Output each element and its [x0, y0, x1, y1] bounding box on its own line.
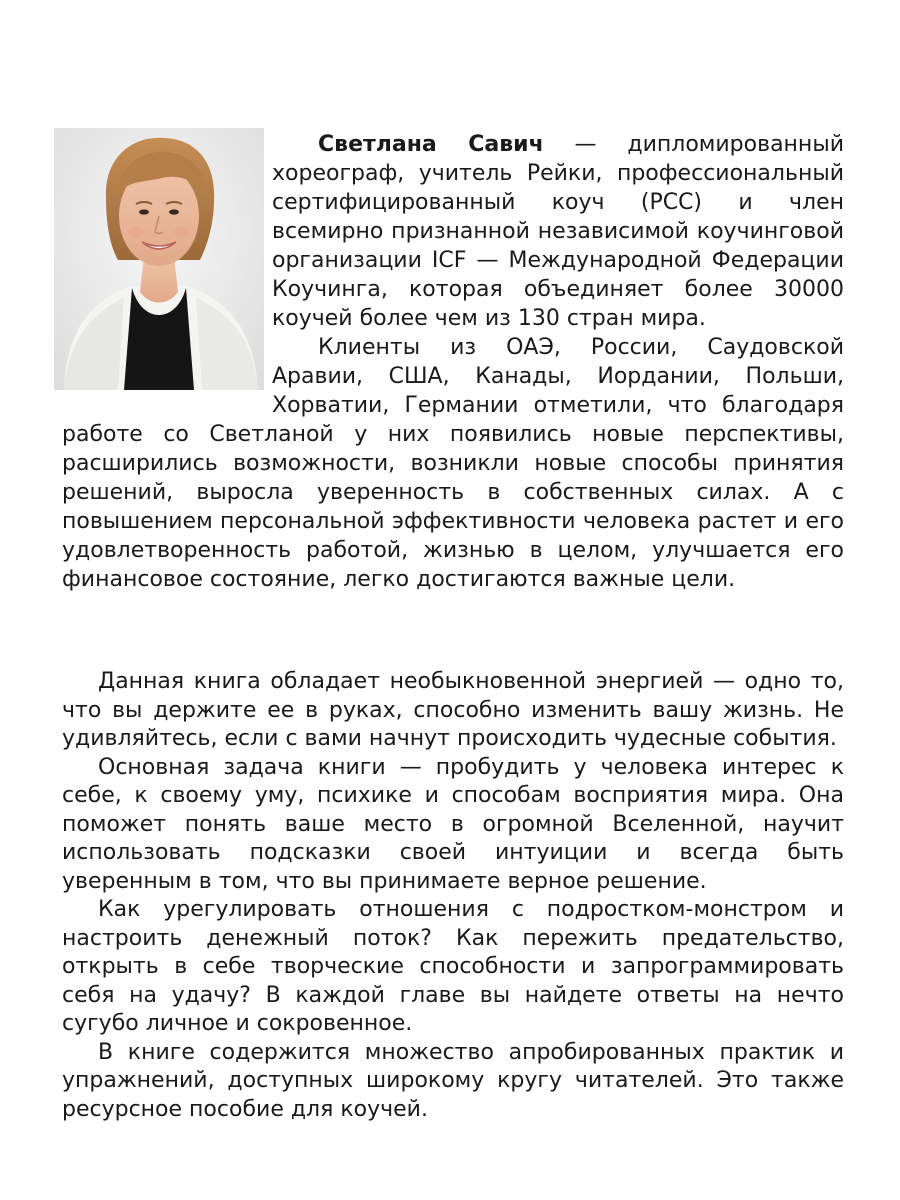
author-photo [54, 128, 264, 390]
book-description-section [62, 668, 844, 1124]
book-paragraph: Основная задача книги — пробудить у человека интерес к себе, к своему уму, психике и способам восприятия мира. Она поможет понять ваше место в огромной Вселенной, научит использовать подсказки своей интуиции и всегда быть уверенным в том, что вы принимаете верное решение. [62, 754, 844, 894]
book-paragraph: Данная книга обладает необыкновенной энергией — одно то, что вы держите ее в руках, способно изменить вашу жизнь. Не удивляйтесь, если с вами начнут происходить чудесные события. [62, 669, 844, 751]
section-spacer [62, 594, 844, 668]
book-paragraph: В книге содержится множество апробированных практик и упражнений, доступных широкому кругу читателей. Это также ресурсное пособие для коучей. [62, 1039, 844, 1122]
page [62, 130, 844, 1124]
author-bio-intro: — дипломированный хореограф, учитель Рейки, профессиональный сертифицированный коуч (PCC) и член всемирно признанной независимой коучинговой организации ICF — Международной Федерации Коучинга, которая объединяет более 30000 коучей более чем из 130 стран мира. [272, 132, 844, 331]
author-section [62, 130, 844, 594]
author-clients-paragraph: Клиенты из ОАЭ, России, Саудовской Аравии, США, Канады, Иордании, Польши, Хорватии, Германии отметили, что благодаря работе со Светланой у них появились новые перспективы, расширились возможности, возникли новые способы принятия решений, выросла уверенность в собственных силах. А с повышением персональной эффективности человека растет и его удовлетворенность работой, жизнью в целом, улучшается его финансовое состояние, легко достигаются важные цели. [62, 335, 844, 592]
author-portrait-illustration [54, 128, 264, 390]
author-name: Светлана Савич [318, 132, 544, 157]
book-paragraph: Как урегулировать отношения с подростком-монстром и настроить денежный поток? Как пережить предательство, открыть в себе творческие способности и запрограммировать себя на удачу? В каждой главе вы найдете ответы на нечто сугубо личное и сокровенное. [62, 897, 844, 1036]
